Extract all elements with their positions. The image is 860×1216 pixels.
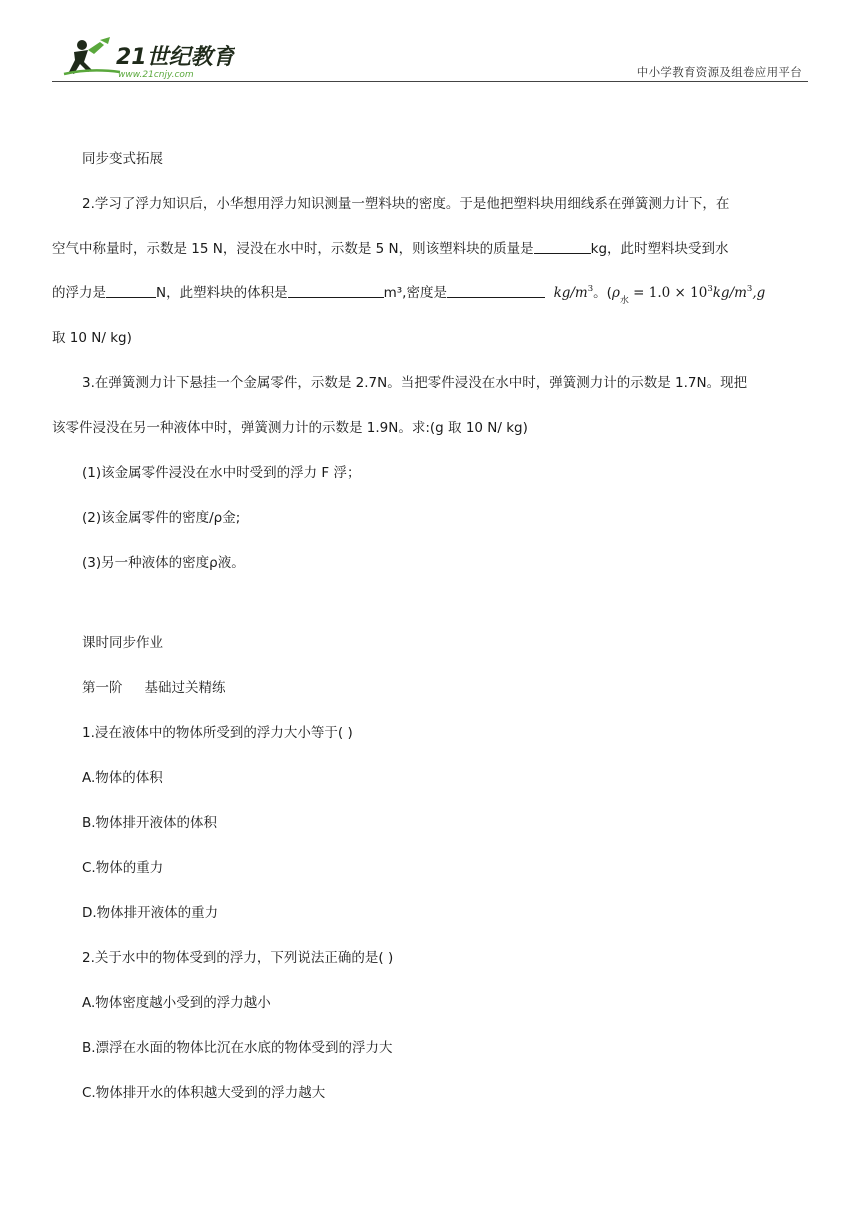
q3-subquestion-3: (3)另一种液体的密度ρ液。 xyxy=(82,555,245,571)
answer-blank-volume[interactable] xyxy=(288,284,384,298)
answer-blank-density[interactable] xyxy=(447,284,545,298)
water-density-formula: $\rho_水 = 1.0 \times 10^3kg/m^3,g$ xyxy=(611,284,766,306)
q2-line-2: 空气中称量时，示数是 15 N，浸没在水中时，示数是 5 N，则该塑料块的质量是 kg，此时塑料块受到水 xyxy=(52,241,729,257)
runner-icon xyxy=(64,37,120,74)
header-tagline: 中小学教育资源及组卷应用平台 xyxy=(636,65,802,79)
hw1-question: 1.浸在液体中的物体所受到的浮力大小等于( ) xyxy=(82,725,353,741)
answer-blank-buoyancy[interactable] xyxy=(106,284,156,298)
section-heading-homework: 课时同步作业 xyxy=(82,635,163,651)
hw1-option-d[interactable]: D.物体排开液体的重力 xyxy=(82,905,219,921)
q3-subquestion-2: (2)该金属零件的密度/ρ金; xyxy=(82,510,241,526)
q3-line-1: 3.在弹簧测力计下悬挂一个金属零件，示数是 2.7N。当把零件浸没在水中时，弹簧测力计的示数是 1.7N。现把 xyxy=(82,375,748,391)
hw1-option-b[interactable]: B.物体排开液体的体积 xyxy=(82,815,218,831)
hw2-option-b[interactable]: B.漂浮在水面的物体比沉在水底的物体受到的浮力大 xyxy=(82,1040,393,1056)
density-unit: $kg/m^3$ xyxy=(553,284,594,301)
header-divider xyxy=(52,81,808,82)
hw2-option-c[interactable]: C.物体排开水的体积越大受到的浮力越大 xyxy=(82,1085,326,1101)
logo-21cnjy xyxy=(60,36,235,80)
hw1-option-c[interactable]: C.物体的重力 xyxy=(82,860,164,876)
level-label: 第一阶 xyxy=(82,680,123,696)
q3-line-2: 该零件浸没在另一种液体中时，弹簧测力计的示数是 1.9N。求:(g 取 10 N/ kg) xyxy=(52,420,528,436)
page-header xyxy=(52,34,808,82)
q2-line-3: 的浮力是 N，此塑料块的体积是 m³,密度是 $kg/m^3$。($\rho_水 = 1.0 \times 10^3kg/m^3,g$ xyxy=(52,284,766,306)
hw2-option-a[interactable]: A.物体密度越小受到的浮力越小 xyxy=(82,995,271,1011)
q3-subquestion-1: (1)该金属零件浸没在水中时受到的浮力 F 浮； xyxy=(82,465,361,481)
level-title: 基础过关精练 xyxy=(144,680,226,696)
answer-blank-mass[interactable] xyxy=(534,240,591,254)
svg-text:www.21cnjy.com: www.21cnjy.com xyxy=(118,70,194,80)
svg-text:21世纪教育: 21世纪教育 xyxy=(116,45,235,70)
section-heading-extension: 同步变式拓展 xyxy=(82,151,163,167)
q2-line-4: 取 10 N/ kg) xyxy=(52,330,132,346)
hw2-question: 2.关于水中的物体受到的浮力，下列说法正确的是( ) xyxy=(82,950,394,966)
hw1-option-a[interactable]: A.物体的体积 xyxy=(82,770,163,786)
q2-line-1: 2.学习了浮力知识后，小华想用浮力知识测量一塑料块的密度。于是他把塑料块用细线系在弹簧测力计下，在 xyxy=(82,196,730,212)
level-heading xyxy=(82,679,226,697)
